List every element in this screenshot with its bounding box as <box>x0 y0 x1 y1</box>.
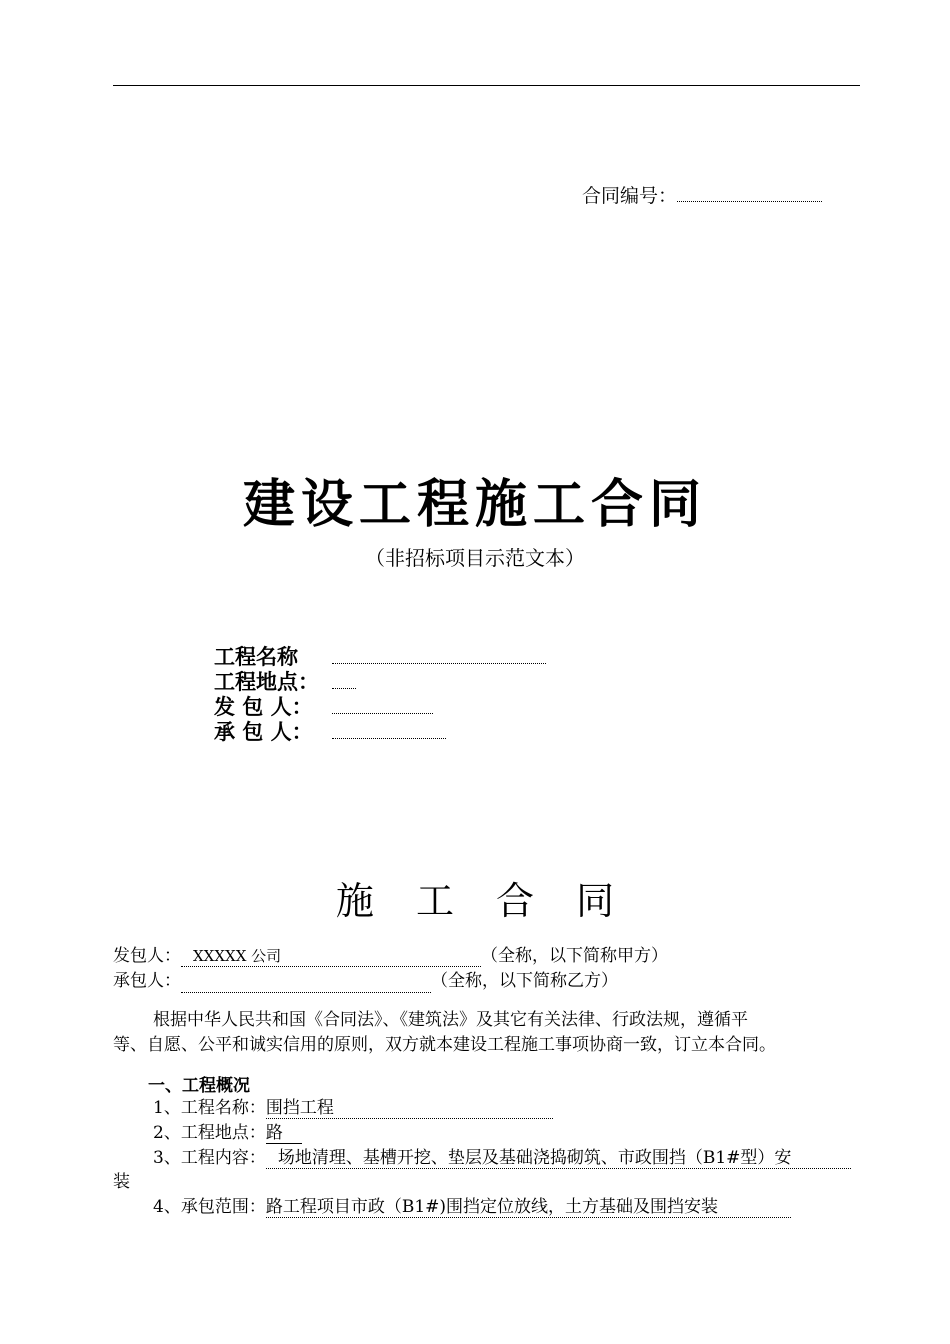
project-location-label: 工程地点： <box>214 670 319 694</box>
employer-label: 发 包 人： <box>214 695 313 719</box>
item-2-value[interactable]: 路 <box>266 1123 302 1144</box>
item-3-label: 3、工程内容： <box>153 1148 266 1168</box>
contractor-blank[interactable] <box>332 737 446 739</box>
party-b-value[interactable] <box>181 974 431 993</box>
item-4-value[interactable]: 路工程项目市政（B1#)围挡定位放线，土方基础及围挡安装 <box>266 1197 791 1218</box>
item-scope <box>153 1195 791 1219</box>
item-2-label: 2、工程地点： <box>153 1123 266 1143</box>
project-name-label: 工程名称 <box>214 645 298 669</box>
employer-blank[interactable] <box>332 712 433 714</box>
contract-number-label: 合同编号： <box>582 185 678 207</box>
party-b-row <box>113 969 618 993</box>
party-a-note: （全称，以下简称甲方） <box>481 946 668 966</box>
party-a-label: 发包人： <box>113 946 181 966</box>
preamble-line-1: 根据中华人民共和国《合同法》、《建筑法》及其它有关法律、行政法规，遵循平 <box>153 1010 748 1030</box>
party-a-value[interactable]: XXXXX 公司 <box>181 946 481 967</box>
item-1-label: 1、工程名称： <box>153 1098 266 1118</box>
project-name-blank[interactable] <box>332 662 546 664</box>
contract-title: 施 工 合 同 <box>335 879 615 923</box>
item-project-name <box>153 1096 553 1120</box>
cover-field-contractor <box>214 720 446 745</box>
contract-number-row <box>582 184 822 208</box>
item-1-value[interactable]: 围挡工程 <box>266 1098 553 1119</box>
item-project-content <box>153 1146 851 1170</box>
party-b-label: 承包人： <box>113 971 181 991</box>
party-b-note: （全称，以下简称乙方） <box>431 971 618 991</box>
item-3-value[interactable]: 场地清理、基槽开挖、垫层及基础浇捣砌筑、市政围挡（B1#型）安 <box>266 1148 851 1169</box>
cover-title: 建设工程施工合同 <box>242 475 707 535</box>
section-1-heading: 一、工程概况 <box>148 1076 250 1096</box>
party-a-row <box>113 944 668 968</box>
item-3-value-continued: 装 <box>113 1172 130 1192</box>
cover-field-employer <box>214 695 433 720</box>
contract-number-blank[interactable] <box>677 200 822 202</box>
cover-field-project-name <box>214 645 546 670</box>
project-location-blank[interactable] <box>332 687 356 689</box>
item-project-location <box>153 1121 302 1145</box>
cover-subtitle: （非招标项目示范文本） <box>365 546 585 570</box>
header-rule <box>113 85 860 86</box>
preamble-line-2: 等、自愿、公平和诚实信用的原则，双方就本建设工程施工事项协商一致，订立本合同。 <box>113 1035 776 1055</box>
item-4-label: 4、承包范围： <box>153 1197 266 1217</box>
contractor-label: 承 包 人： <box>214 720 313 744</box>
cover-field-project-location <box>214 670 356 695</box>
